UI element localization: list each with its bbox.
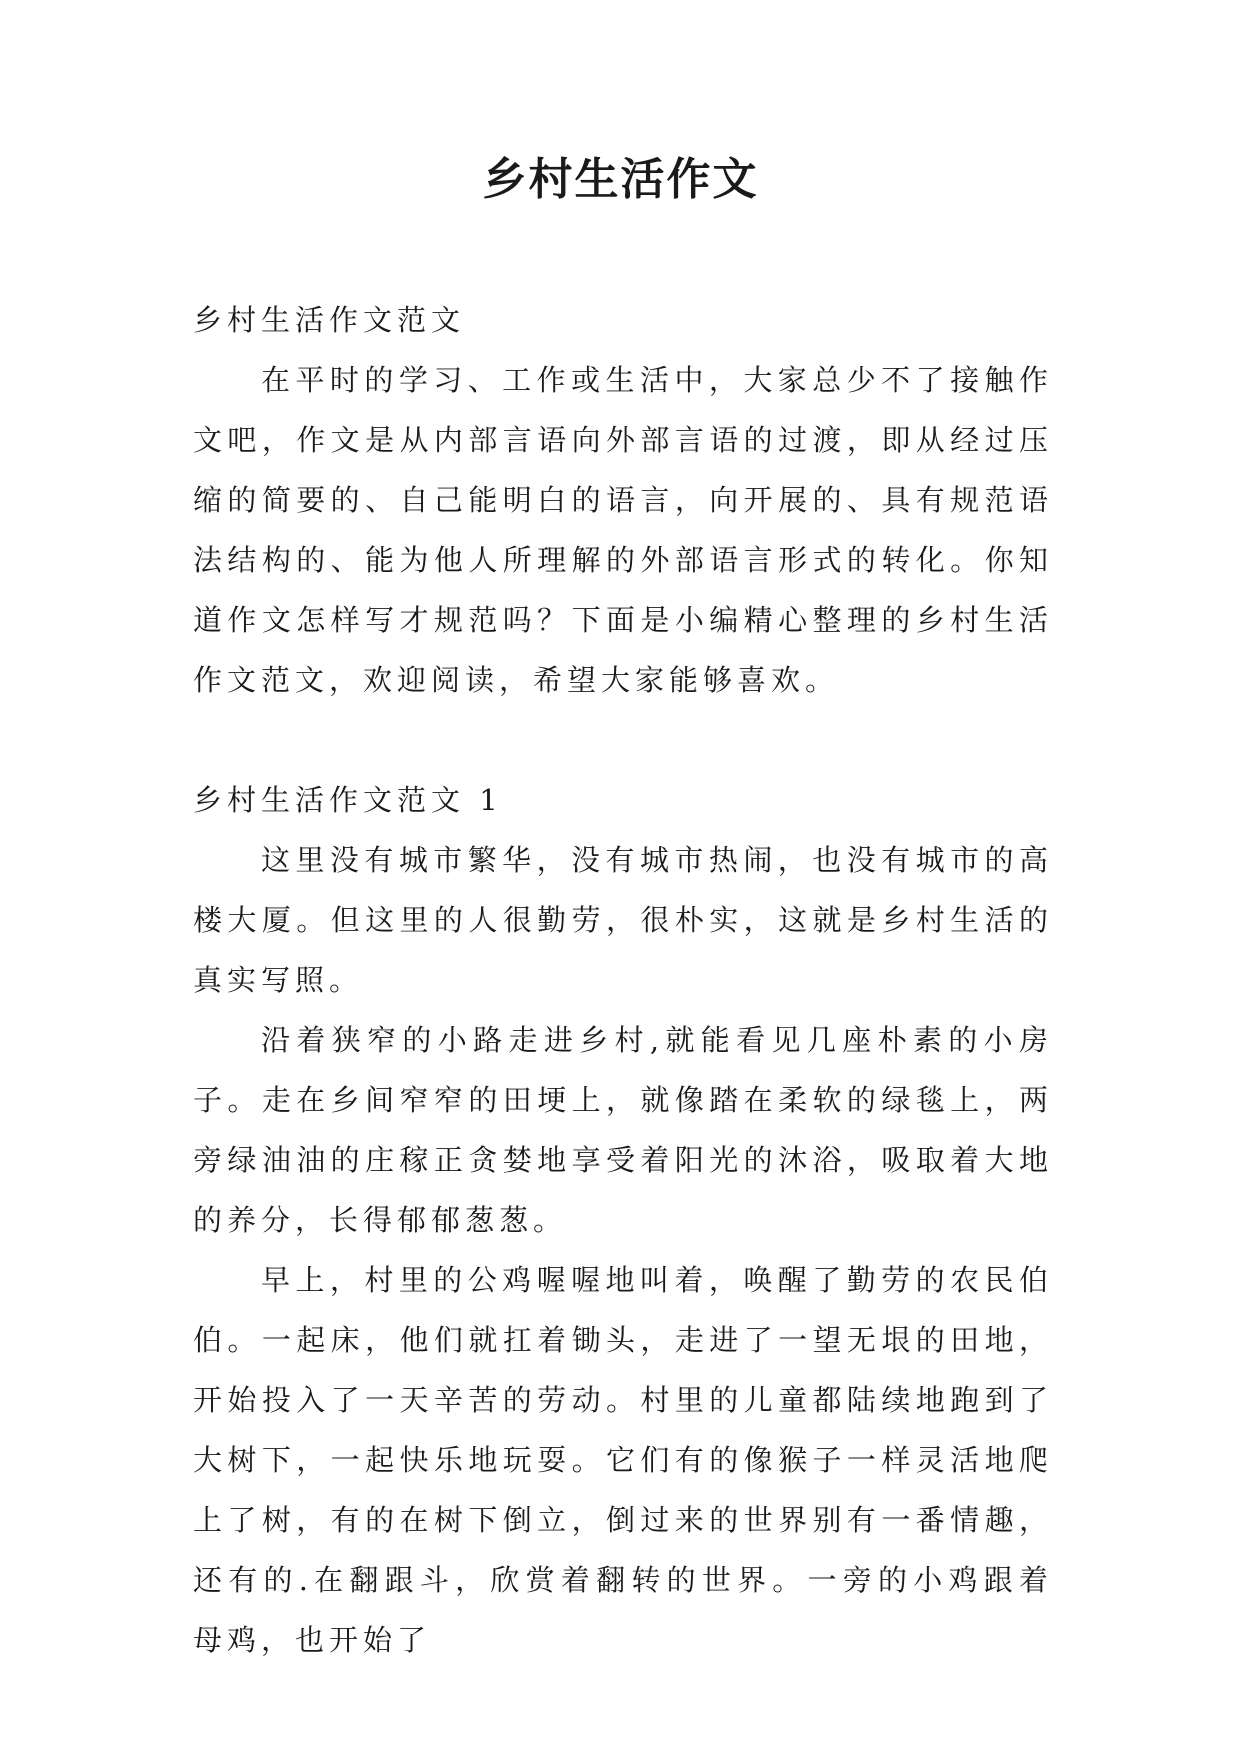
document-body — [193, 290, 1053, 1670]
section-spacer — [193, 710, 1053, 770]
section1-paragraph-1: 这里没有城市繁华，没有城市热闹，也没有城市的高楼大厦。但这里的人很勤劳，很朴实，这就是乡村生活的真实写照。 — [193, 843, 1053, 997]
document-title: 乡村生活作文 — [482, 154, 759, 205]
intro-paragraph: 在平时的学习、工作或生活中，大家总少不了接触作文吧，作文是从内部言语向外部言语的过渡，即从经过压缩的简要的、自己能明白的语言，向开展的、具有规范语法结构的、能为他人所理解的外部语言形式的转化。你知道作文怎样写才规范吗？下面是小编精心整理的乡村生活作文范文，欢迎阅读，希望大家能够喜欢。 — [193, 363, 1053, 697]
section1-paragraph-2: 沿着狭窄的小路走进乡村,就能看见几座朴素的小房子。走在乡间窄窄的田埂上，就像踏在柔软的绿毯上，两旁绿油油的庄稼正贪婪地享受着阳光的沐浴，吸取着大地的养分，长得郁郁葱葱。 — [193, 1023, 1053, 1237]
intro-heading: 乡村生活作文范文 — [193, 303, 466, 337]
section1-heading: 乡村生活作文范文 1 — [193, 783, 503, 817]
section1-paragraph-3: 早上，村里的公鸡喔喔地叫着，唤醒了勤劳的农民伯伯。一起床，他们就扛着锄头，走进了一望无垠的田地，开始投入了一天辛苦的劳动。村里的儿童都陆续地跑到了大树下，一起快乐地玩耍。它们有的像猴子一样灵活地爬上了树，有的在树下倒立，倒过来的世界别有一番情趣，还有的.在翻跟斗，欣赏着翻转的世界。一旁的小鸡跟着母鸡，也开始了 — [193, 1263, 1053, 1657]
